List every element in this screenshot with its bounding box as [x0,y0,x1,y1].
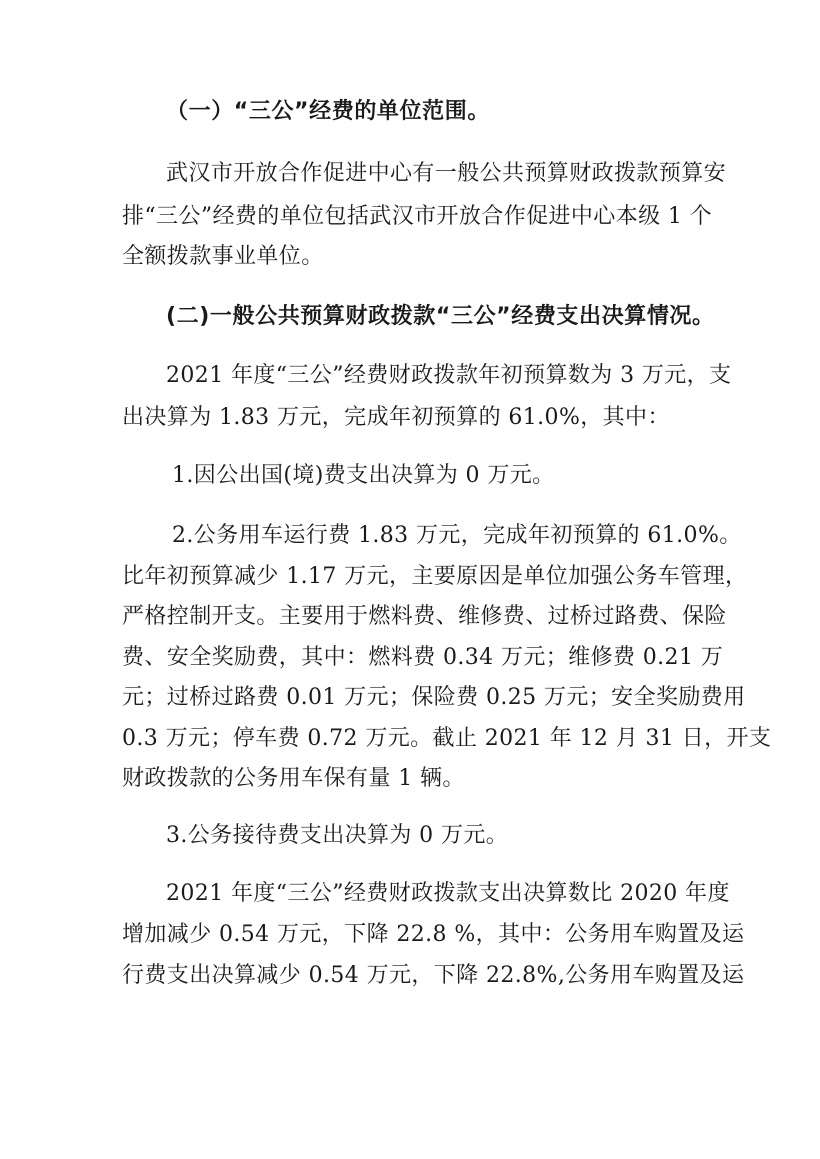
list-item-vehicle-line-6: 0.3 万元；停车费 0.72 万元。截止 2021 年 12 月 31 日，开支 [122,726,772,751]
list-item-vehicle-line-5: 元；过桥过路费 0.01 万元；保险费 0.25 万元；安全奖励费用 [122,685,746,710]
paragraph-comparison-line-3: 行费支出决算减少 0.54 万元，下降 22.8%,公务用车购置及运 [122,963,745,988]
paragraph-scope-line-2: 排“三公”经费的单位包括武汉市开放合作促进中心本级 1 个 [122,204,713,229]
list-item-vehicle-line-4: 费、安全奖励费，其中：燃料费 0.34 万元；维修费 0.21 万 [122,645,724,670]
section-heading-scope: （一）“三公”经费的单位范围。 [166,99,490,124]
paragraph-comparison-line-2: 增加减少 0.54 万元，下降 22.8 %，其中：公务用车购置及运 [122,922,745,947]
paragraph-scope-line-1: 武汉市开放合作促进中心有一般公共预算财政拨款预算安 [166,161,727,186]
list-item-reception: 3.公务接待费支出决算为 0 万元。 [166,823,509,848]
list-item-overseas-travel: 1.因公出国(境)费支出决算为 0 万元。 [172,463,555,488]
paragraph-budget-line-1: 2021 年度“三公”经费财政拨款年初预算数为 3 万元，支 [166,363,732,388]
paragraph-comparison-line-1: 2021 年度“三公”经费财政拨款支出决算数比 2020 年度 [166,881,730,906]
list-item-vehicle-line-7: 财政拨款的公务用车保有量 1 辆。 [122,766,465,791]
list-item-vehicle-line-2: 比年初预算减少 1.17 万元，主要原因是单位加强公务车管理， [122,564,748,589]
paragraph-budget-line-2: 出决算为 1.83 万元，完成年初预算的 61.0%，其中： [122,405,670,430]
section-heading-expenditure: (二)一般公共预算财政拨款“三公”经费支出决算情况。 [166,304,715,329]
list-item-vehicle-line-3: 严格控制开支。主要用于燃料费、维修费、过桥过路费、保险 [122,604,727,629]
paragraph-scope-line-3: 全额拨款事业单位。 [122,244,324,269]
list-item-vehicle-line-1: 2.公务用车运行费 1.83 万元，完成年初预算的 61.0%。 [172,523,742,548]
